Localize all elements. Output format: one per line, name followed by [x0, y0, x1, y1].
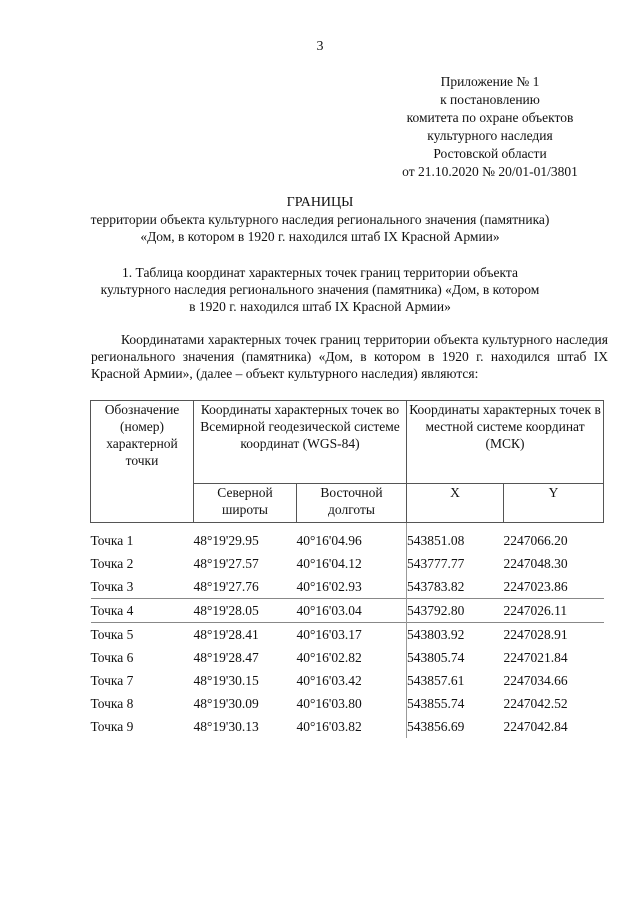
y-cell: 2247042.52 [503, 695, 568, 711]
lon-cell: 40°16'03.17 [297, 623, 407, 647]
point-cell: Точка 7 [90, 672, 134, 688]
header-msk: Координаты характерных точек в местной системе координат (МСК) [407, 401, 604, 484]
lon-cell: 40°16'03.42 [297, 669, 407, 692]
header-wgs84: Координаты характерных точек во Всемирной геодезической системе координат (WGS-84) [194, 401, 407, 484]
point-cell: Точка 9 [90, 718, 134, 734]
lon-cell: 40°16'03.04 [297, 599, 407, 623]
lat-cell: 48°19'30.09 [193, 695, 259, 711]
table-row [91, 523, 604, 553]
header-east: Восточной долготы [297, 484, 407, 523]
x-cell: 543851.08 [407, 532, 465, 548]
header-north: Северной широты [194, 484, 297, 523]
document-subtitle [40, 211, 600, 245]
point-cell: Точка 5 [91, 623, 194, 647]
lon-cell: 40°16'02.93 [297, 575, 407, 599]
section-heading [70, 264, 570, 315]
lon-cell: 40°16'04.12 [297, 552, 407, 575]
lon-cell: 40°16'03.82 [297, 715, 407, 738]
header-y: Y [504, 484, 604, 523]
x-cell: 543856.69 [407, 718, 465, 734]
y-cell: 2247042.84 [503, 718, 568, 734]
subtitle-line: «Дом, в котором в 1920 г. находился штаб IX Красной Армии» [140, 229, 500, 244]
lat-cell: 48°19'28.05 [194, 599, 297, 623]
point-cell: Точка 2 [90, 555, 134, 571]
appendix-line: Ростовской области [433, 146, 547, 161]
y-cell: 2247021.84 [503, 649, 568, 665]
y-cell: 2247034.66 [503, 672, 568, 688]
table-row [91, 692, 604, 715]
x-cell: 543855.74 [407, 695, 465, 711]
point-cell: Точка 8 [90, 695, 134, 711]
lat-cell: 48°19'28.47 [193, 649, 259, 665]
lon-cell: 40°16'04.96 [297, 523, 407, 553]
x-cell: 543857.61 [407, 672, 465, 688]
y-cell: 2247066.20 [503, 532, 568, 548]
appendix-line: культурного наследия [427, 128, 553, 143]
intro-paragraph: Координатами характерных точек границ территории объекта культурного наследия регионального значения (памятника) «Дом, в котором в 1920 г. находился штаб IX Красной Армии», (далее – объект культурного наследия) являются: [91, 332, 608, 381]
point-cell: Точка 6 [90, 649, 134, 665]
document-title: ГРАНИЦЫ [286, 195, 354, 210]
table-row [91, 599, 604, 623]
y-cell: 2247023.86 [503, 578, 568, 594]
x-cell: 543777.77 [407, 555, 465, 571]
section-heading-line: 1. Таблица координат характерных точек границ территории объекта [122, 265, 518, 280]
y-cell: 2247048.30 [503, 555, 568, 571]
section-heading-line: культурного наследия регионального значения (памятника) «Дом, в котором [100, 282, 540, 297]
table-row [91, 552, 604, 575]
appendix-line: Приложение № 1 [440, 74, 540, 89]
header-x: X [407, 484, 504, 523]
x-cell: 543805.74 [407, 649, 465, 665]
appendix-block [360, 73, 620, 181]
point-cell: Точка 1 [90, 532, 134, 548]
table-row [91, 669, 604, 692]
lat-cell: 48°19'29.95 [193, 532, 259, 548]
y-cell: 2247028.91 [504, 623, 604, 647]
appendix-line: к постановлению [440, 92, 540, 107]
lat-cell: 48°19'27.76 [193, 578, 259, 594]
lat-cell: 48°19'28.41 [194, 623, 297, 647]
header-designation: Обозначение (номер) характерной точки [91, 401, 194, 523]
point-cell: Точка 3 [90, 578, 134, 594]
x-cell: 543783.82 [407, 578, 465, 594]
page-number: 3 [316, 39, 324, 54]
section-heading-line: в 1920 г. находился штаб IX Красной Армии» [189, 299, 451, 314]
subtitle-line: территории объекта культурного наследия регионального значения (памятника) [90, 212, 550, 227]
coordinates-table [90, 400, 604, 738]
appendix-line: от 21.10.2020 № 20/01-01/3801 [402, 164, 578, 179]
table-row [91, 646, 604, 669]
table-row [91, 575, 604, 599]
point-cell: Точка 4 [91, 599, 194, 623]
x-cell: 543803.92 [407, 623, 504, 647]
lon-cell: 40°16'02.82 [297, 646, 407, 669]
y-cell: 2247026.11 [504, 599, 604, 623]
appendix-line: комитета по охране объектов [406, 110, 574, 125]
lon-cell: 40°16'03.80 [297, 692, 407, 715]
lat-cell: 48°19'30.13 [193, 718, 259, 734]
lat-cell: 48°19'30.15 [193, 672, 259, 688]
x-cell: 543792.80 [407, 599, 504, 623]
table-row [91, 623, 604, 647]
table-row [91, 715, 604, 738]
lat-cell: 48°19'27.57 [193, 555, 259, 571]
